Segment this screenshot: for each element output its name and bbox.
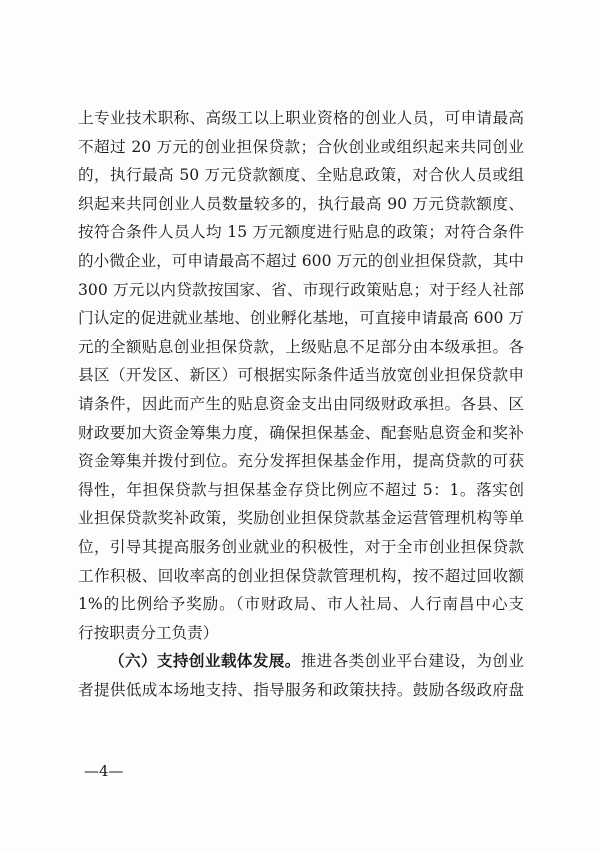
text-line: 位，引导其提高服务创业就业的积极性，对于全市创业担保贷款 [78,537,524,556]
text-line: 财政要加大资金筹集力度，确保担保基金、配套贴息资金和奖补 [78,423,524,442]
text-line: 的，执行最高 50 万元贷款额度、全贴息政策，对合伙人员或组 [78,166,524,185]
text-line: 门认定的促进就业基地、创业孵化基地，可直接申请最高 600 万 [78,309,524,328]
text-line: 300 万元以内贷款按国家、省、市现行政策贴息；对于经人社部 [78,280,524,299]
section-heading-line [78,647,524,676]
text-line: 业担保贷款奖补政策，奖励创业担保贷款基金运营管理机构等单 [78,509,524,528]
text-line: 得性，年担保贷款与担保基金存贷比例应不超过 5：1。落实创 [78,480,524,499]
text-line: 资金筹集并拨付到位。充分发挥担保基金作用，提高贷款的可获 [78,452,524,471]
text-line: 1%的比例给予奖励。（市财政局、市人社局、人行南昌中心支 [78,595,524,614]
text-line: 者提供低成本场地支持、指导服务和政策扶持。鼓励各级政府盘 [78,680,524,699]
text-line: 县区（开发区、新区）可根据实际条件适当放宽创业担保贷款申 [78,366,524,385]
text-line: 按符合条件人员人均 15 万元额度进行贴息的政策；对符合条件 [78,223,524,242]
text-line: 行按职责分工负责） [78,623,219,642]
text-line: 织起来共同创业人员数量较多的，执行最高 90 万元贷款额度、 [78,194,524,213]
text-line: 工作积极、回收率高的创业担保贷款管理机构，按不超过回收额 [78,566,524,585]
text-line: 的小微企业，可申请最高不超过 600 万元的创业担保贷款，其中 [78,251,524,270]
text-line: 不超过 20 万元的创业担保贷款；合伙创业或组织起来共同创业 [78,137,524,156]
section-text: 推进各类创业平台建设，为创业 [300,652,524,671]
text-line: 上专业技术职称、高级工以上职业资格的创业人员，可申请最高 [78,109,524,127]
document-body [78,104,524,704]
text-line: 元的全额贴息创业担保贷款，上级贴息不足部分由本级承担。各 [78,337,524,356]
section-heading: （六）支持创业载体发展。 [109,651,301,671]
page-number: —4— [84,762,124,780]
text-line: 请条件，因此而产生的贴息资金支出由同级财政承担。各县、区 [78,394,524,413]
